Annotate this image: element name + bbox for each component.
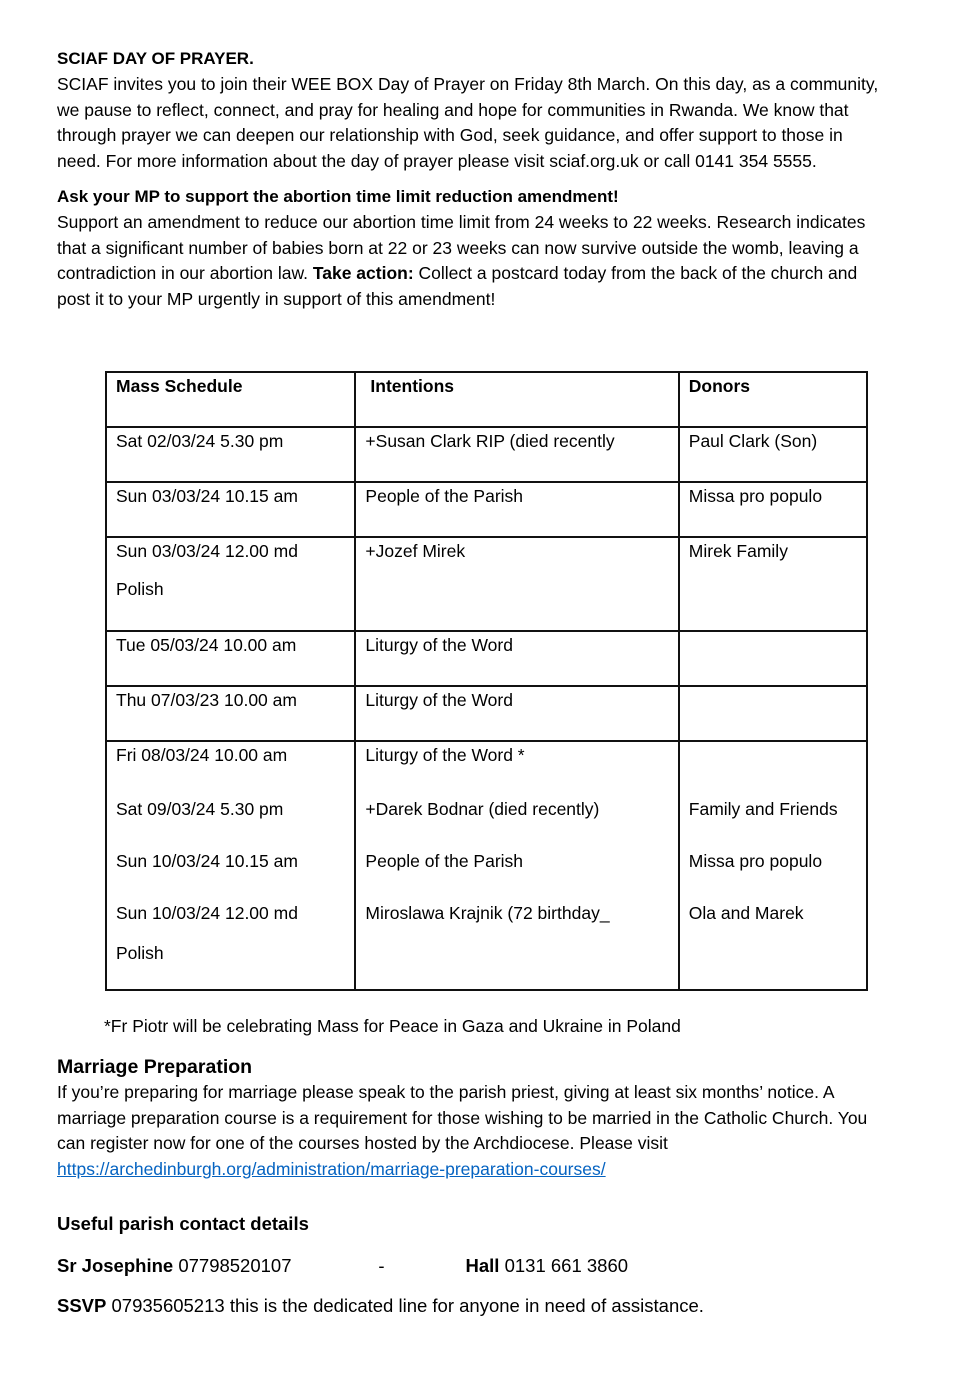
- cell-time: Sat 02/03/24 5.30 pm: [106, 427, 355, 482]
- stack-donor: Family and Friends: [688, 799, 838, 819]
- sciaf-body: SCIAF invites you to join their WEE BOX Day of Prayer on Friday 8th March. On this day, as a community, we pause to reflect, connect, and pray for healing and hope for communities in Rwanda. We know that through prayer we can deepen our relationship with God, seek guidance, and offer support to those in need. For more information about the day of prayer please visit sciaf.org.uk or call 0141 354 5555.: [57, 74, 879, 171]
- hall-phone: 0131 661 3860: [499, 1255, 629, 1276]
- stack-intention: +Darek Bodnar (died recently): [365, 799, 600, 819]
- contact-separator: -: [378, 1255, 385, 1276]
- marriage-body-text: If you’re preparing for marriage please speak to the parish priest, giving at least six months’ notice. A marriage preparation course is a requirement for those wishing to be married in the Catholic Church. You can register now for one of the courses hosted by the Archdiocese. Please visit: [57, 1082, 868, 1153]
- cell-time: Thu 07/03/23 10.00 am: [106, 686, 355, 741]
- cell-time-stack: [106, 741, 355, 990]
- table-row: [106, 427, 867, 482]
- cell-intention: People of the Parish: [355, 482, 678, 537]
- cell-donor: Missa pro populo: [679, 482, 867, 537]
- stack-intention: People of the Parish: [365, 851, 524, 871]
- cell-intention: +Susan Clark RIP (died recently: [355, 427, 678, 482]
- stack-intention: Liturgy of the Word *: [365, 745, 525, 765]
- mp-body-before: Support an amendment to reduce our abortion time limit from 24 weeks to 22 weeks. Research indicates that a significant number of babies born at 22 or 23 weeks can now survive outside the womb, leaving a contradiction in our abortion law.: [57, 212, 866, 283]
- table-row: [106, 686, 867, 741]
- cell-donor: [679, 686, 867, 741]
- contacts-section: [57, 1211, 887, 1333]
- stack-time: Sat 09/03/24 5.30 pm: [116, 799, 284, 819]
- mp-action-label: Take action:: [312, 263, 414, 283]
- cell-donor: Paul Clark (Son): [679, 427, 867, 482]
- stack-time: Fri 08/03/24 10.00 am: [116, 745, 288, 765]
- ssvp-label: SSVP: [57, 1295, 107, 1316]
- header-intentions-label: Intentions: [370, 376, 455, 396]
- stack-donor: [689, 745, 857, 799]
- mp-body-after: Collect a postcard today from the back of the church and post it to your MP urgently in support of this amendment!: [57, 263, 858, 309]
- cell-donor-stack: [679, 741, 867, 990]
- cell-intention: Liturgy of the Word: [355, 631, 678, 686]
- marriage-body: [57, 1080, 887, 1182]
- cell-donor: [679, 631, 867, 686]
- contacts-heading: Useful parish contact details: [57, 1213, 309, 1234]
- sr-josephine-phone: 07798520107: [173, 1255, 292, 1276]
- table-header-row: [106, 372, 867, 427]
- stack-time: Sun 10/03/24 12.00 md: [116, 903, 298, 923]
- cell-time-main: Sun 03/03/24 12.00 md: [116, 541, 298, 561]
- header-donors: Donors: [679, 372, 867, 427]
- mp-heading: Ask your MP to support the abortion time limit reduction amendment!: [57, 187, 619, 206]
- hall-label: Hall: [465, 1255, 500, 1276]
- mass-schedule-table: [105, 371, 868, 991]
- stack-intention: Miroslawa Krajnik (72 birthday_: [365, 903, 610, 923]
- cell-intention: +Jozef Mirek: [355, 537, 678, 631]
- mp-section: [57, 184, 887, 312]
- marriage-courses-link[interactable]: https://archedinburgh.org/administration/marriage-preparation-courses/: [57, 1158, 606, 1179]
- stack-donor: Ola and Marek: [688, 903, 804, 923]
- cell-donor: Mirek Family: [679, 537, 867, 631]
- cell-time-note: Polish: [116, 579, 164, 599]
- table-row: [106, 482, 867, 537]
- cell-time: Sun 03/03/24 10.15 am: [106, 482, 355, 537]
- cell-intention-stack: [355, 741, 678, 990]
- sciaf-section: [57, 46, 887, 174]
- contact-line-sr-hall: [57, 1253, 887, 1279]
- stack-donor: Missa pro populo: [688, 851, 823, 871]
- header-mass-schedule: Mass Schedule: [106, 372, 355, 427]
- marriage-heading: Marriage Preparation: [57, 1056, 253, 1078]
- mp-body: [57, 210, 887, 312]
- sr-josephine-label: Sr Josephine: [57, 1255, 174, 1276]
- cell-time: [106, 537, 355, 631]
- table-row: [106, 631, 867, 686]
- page-content: [57, 46, 887, 312]
- schedule-footnote: *Fr Piotr will be celebrating Mass for Peace in Gaza and Ukraine in Poland: [104, 1016, 681, 1036]
- cell-time: Tue 05/03/24 10.00 am: [106, 631, 355, 686]
- sciaf-heading: SCIAF DAY OF PRAYER.: [57, 49, 254, 68]
- table-row-stacked: [106, 741, 867, 990]
- ssvp-text: 07935605213 this is the dedicated line for anyone in need of assistance.: [106, 1295, 704, 1316]
- cell-intention: Liturgy of the Word: [355, 686, 678, 741]
- stack-time-note: Polish: [116, 943, 164, 963]
- marriage-section: [57, 1054, 887, 1182]
- table-row: [106, 537, 867, 631]
- header-intentions: [355, 372, 678, 427]
- stack-time: Sun 10/03/24 10.15 am: [116, 851, 298, 871]
- contact-line-ssvp: [57, 1293, 887, 1319]
